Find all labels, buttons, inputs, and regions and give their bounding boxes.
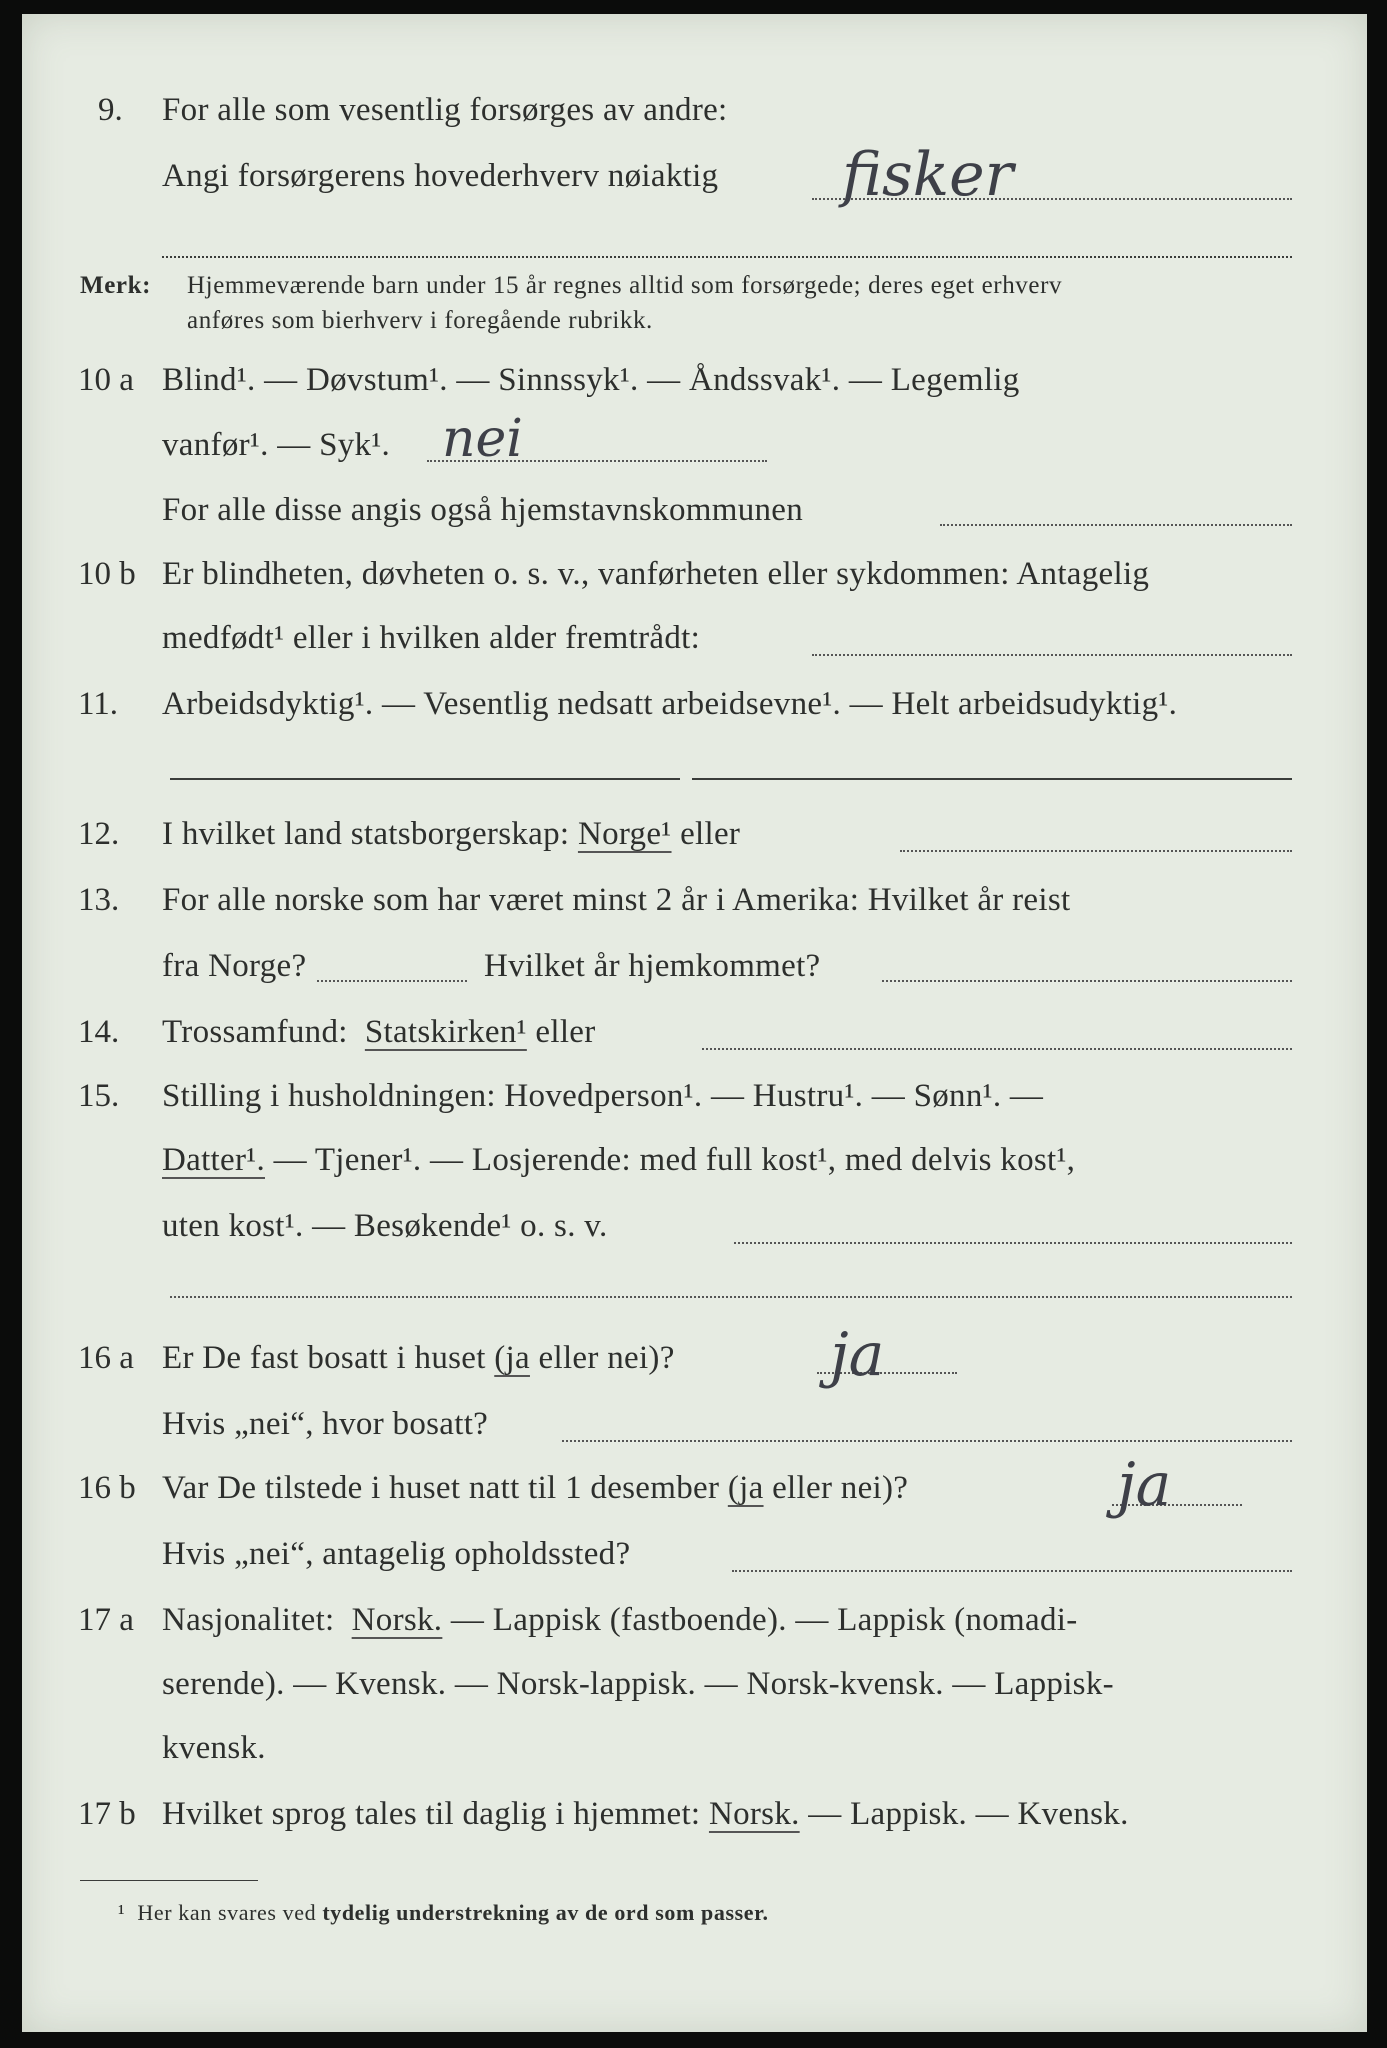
q17a-line3: kvensk. (162, 1730, 266, 1766)
q10b-answer-line (812, 654, 1292, 656)
q13-line2a: fra Norge? (162, 948, 307, 984)
q16b-text-rest: eller nei)? (772, 1470, 909, 1506)
q12-number: 12. (78, 816, 120, 852)
q14-line (162, 1014, 596, 1051)
q13-departure-line (317, 980, 467, 982)
q14-suffix: eller (535, 1014, 596, 1050)
q9-extra-line (162, 256, 1292, 258)
q17b-number: 17 b (78, 1796, 136, 1832)
q10a-handwritten-answer: nei (442, 409, 523, 469)
q16b-option-ja: (ja (727, 1470, 764, 1506)
q17b-option-norsk: Norsk. (708, 1796, 800, 1832)
q12-answer-line (900, 850, 1292, 852)
q12-option-norge: Norge¹ (577, 816, 672, 852)
q16a-text: Er De fast bosatt i huset (162, 1340, 486, 1376)
q16a-number: 16 a (78, 1340, 134, 1376)
q14-answer-line (702, 1048, 1292, 1050)
q15-line1: Stilling i husholdningen: Hovedperson¹. — Hustru¹. — Sønn¹. — (162, 1078, 1044, 1114)
q12-prefix: I hvilket land statsborgerskap: (162, 816, 570, 852)
q15-option-datter: Datter¹. (162, 1142, 265, 1178)
census-form-page (22, 14, 1367, 2032)
q12-suffix: eller (680, 816, 741, 852)
merk-line2: anføres som bierhverv i foregående rubrikk. (187, 307, 653, 334)
q13-line1: For alle norske som har været minst 2 år i Amerika: Hvilket år reist (162, 882, 1071, 918)
q16b-line1 (162, 1470, 908, 1507)
q16b-number: 16 b (78, 1470, 136, 1506)
q13-number: 13. (78, 882, 120, 918)
q10a-line2: vanfør¹. — Syk¹. (162, 427, 391, 463)
q13-line2b: Hvilket år hjemkommet? (484, 948, 821, 984)
footnote-text-a: Her kan svares ved (137, 1900, 317, 1925)
q16a-option-ja: (ja (494, 1340, 530, 1376)
q17a-options: — Lappisk (fastboende). — Lappisk (nomadi- (450, 1602, 1078, 1638)
q9-line1: For alle som vesentlig forsørges av andre: (162, 92, 728, 128)
q10a-hometown-line (940, 524, 1292, 526)
merk-label: Merk: (80, 272, 152, 299)
footnote-mark: ¹ (118, 1900, 126, 1925)
q11-number: 11. (78, 686, 119, 722)
q17a-label: Nasjonalitet: (162, 1602, 335, 1638)
q17a-option-norsk: Norsk. (351, 1602, 443, 1638)
q10b-number: 10 b (78, 556, 136, 592)
q9-number: 9. (98, 92, 123, 128)
q12-line (162, 816, 740, 853)
q17b-text: Hvilket sprog tales til daglig i hjemmet: (162, 1796, 701, 1832)
footnote-text-b: tydelig understrekning av de ord som passer. (322, 1900, 769, 1925)
footnote-rule (80, 1880, 258, 1881)
q10a-number: 10 a (78, 362, 134, 398)
q11-rule-left (170, 778, 680, 780)
q15-number: 15. (78, 1078, 120, 1114)
q17a-line2: serende). — Kvensk. — Norsk-lappisk. — Norsk-kvensk. — Lappisk- (162, 1666, 1114, 1702)
merk-line1: Hjemmeværende barn under 15 år regnes alltid som forsørgede; deres eget erhverv (187, 272, 1063, 299)
q16b-handwritten-answer: ja (1117, 1450, 1172, 1520)
q11-line1: Arbeidsdyktig¹. — Vesentlig nedsatt arbeidsevne¹. — Helt arbeidsudyktig¹. (162, 686, 1178, 722)
q15-line3: uten kost¹. — Besøkende¹ o. s. v. (162, 1208, 608, 1244)
q15-line2-rest: — Tjener¹. — Losjerende: med full kost¹, med delvis kost¹, (273, 1142, 1076, 1178)
q10a-line3: For alle disse angis også hjemstavnskommunen (162, 492, 804, 528)
q16b-whereabouts-line (732, 1570, 1292, 1572)
q10b-line1: Er blindheten, døvheten o. s. v., vanførheten eller sykdommen: Antagelig (162, 556, 1150, 592)
q13-return-line (882, 980, 1292, 982)
q16a-handwritten-answer: ja (830, 1320, 885, 1390)
q16a-residence-line (562, 1440, 1292, 1442)
q16a-text-rest: eller nei)? (538, 1340, 675, 1376)
q14-option-statskirken: Statskirken¹ (364, 1014, 527, 1050)
q16b-line2: Hvis „nei“, antagelig opholdssted? (162, 1536, 631, 1572)
q10a-line1: Blind¹. — Døvstum¹. — Sinnssyk¹. — Åndssvak¹. — Legemlig (162, 362, 1020, 398)
q15-extra-line (170, 1296, 1292, 1298)
footnote (118, 1900, 769, 1926)
q16a-line1 (162, 1340, 675, 1377)
q15-answer-line (734, 1242, 1292, 1244)
q9-line2: Angi forsørgerens hovederhverv nøiaktig (162, 158, 719, 194)
q17a-number: 17 a (78, 1602, 134, 1638)
q9-handwritten-answer: fisker (842, 140, 1014, 210)
q17a-line1 (162, 1602, 1078, 1639)
q17b-line1 (162, 1796, 1129, 1833)
q16a-line2: Hvis „nei“, hvor bosatt? (162, 1406, 489, 1442)
q16b-text: Var De tilstede i huset natt til 1 desember (162, 1470, 720, 1506)
q14-prefix: Trossamfund: (162, 1014, 348, 1050)
q10b-line2: medfødt¹ eller i hvilken alder fremtrådt: (162, 620, 701, 656)
q11-rule-right (692, 778, 1292, 780)
q15-line2 (162, 1142, 1075, 1179)
q14-number: 14. (78, 1014, 120, 1050)
q17b-options: — Lappisk. — Kvensk. (808, 1796, 1129, 1832)
